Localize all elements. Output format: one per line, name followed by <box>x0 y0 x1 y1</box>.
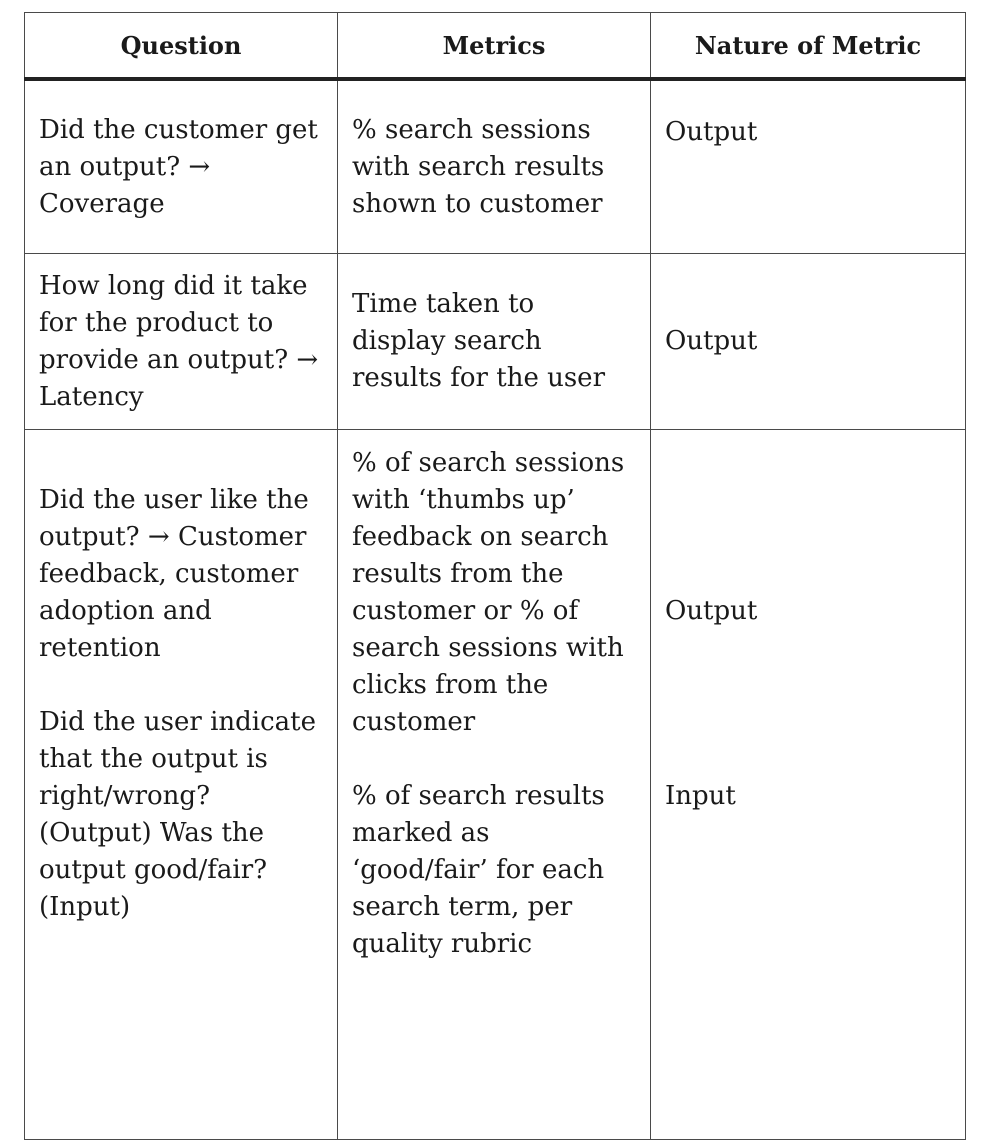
text-line: ‘good/fair’ for each <box>352 855 605 885</box>
question-cell <box>25 254 338 430</box>
header-row <box>25 13 966 80</box>
text-line: with search results <box>352 151 605 182</box>
text-line: for the product to <box>39 307 274 338</box>
text-line: Output <box>665 326 758 356</box>
text-line: Time taken to <box>352 289 535 319</box>
text-line: Did the user like the <box>39 485 309 515</box>
nature-cell <box>651 79 966 254</box>
text-line: search sessions with <box>352 633 624 663</box>
nature-cell <box>651 254 966 430</box>
metrics-cell <box>338 430 651 1140</box>
text-line: (Input) <box>39 892 131 922</box>
text-line: Latency <box>39 381 144 412</box>
text-line: Coverage <box>39 188 165 219</box>
text-line: % search sessions <box>352 114 591 145</box>
text-line: % of search sessions <box>352 448 625 478</box>
table-row <box>25 254 966 430</box>
metrics-cell <box>338 254 651 430</box>
text-line: right/wrong? <box>39 781 211 811</box>
text-line: provide an output? → <box>39 344 319 375</box>
text-line: (Output) Was the <box>39 818 265 848</box>
text-line: customer <box>352 707 476 737</box>
question-cell <box>25 430 338 1140</box>
text-line: output good/fair? <box>39 855 268 885</box>
text-line: feedback on search <box>352 522 609 552</box>
text-line: customer or % of <box>352 596 579 626</box>
text-line: quality rubric <box>352 929 533 959</box>
text-line: with ‘thumbs up’ <box>352 485 575 515</box>
text-line: search term, per <box>352 892 573 922</box>
nature-cell <box>651 430 966 1140</box>
header-question: Question <box>25 13 338 80</box>
metrics-cell <box>338 79 651 254</box>
text-line: Did the customer get <box>39 114 318 145</box>
text-line: Output <box>665 117 758 147</box>
header-metrics: Metrics <box>338 13 651 80</box>
text-line: adoption and <box>39 596 212 626</box>
text-line: an output? → <box>39 151 211 182</box>
metrics-table <box>24 12 966 1140</box>
text-line: Output <box>665 596 758 626</box>
text-line: results from the <box>352 559 564 589</box>
text-line: Did the user indicate <box>39 707 316 737</box>
table-row <box>25 430 966 1140</box>
text-line: % of search results <box>352 781 605 811</box>
text-line: display search <box>352 326 542 356</box>
text-line: feedback, customer <box>39 559 299 589</box>
table-row <box>25 79 966 254</box>
question-cell <box>25 79 338 254</box>
text-line: shown to customer <box>352 188 603 219</box>
text-line: Input <box>665 781 736 811</box>
text-line: How long did it take <box>39 270 308 301</box>
text-line: clicks from the <box>352 670 549 700</box>
text-line: output? → Customer <box>39 522 307 552</box>
text-line: marked as <box>352 818 490 848</box>
header-nature: Nature of Metric <box>651 13 966 80</box>
text-line: that the output is <box>39 744 268 774</box>
text-line: retention <box>39 633 161 663</box>
text-line: results for the user <box>352 363 605 393</box>
